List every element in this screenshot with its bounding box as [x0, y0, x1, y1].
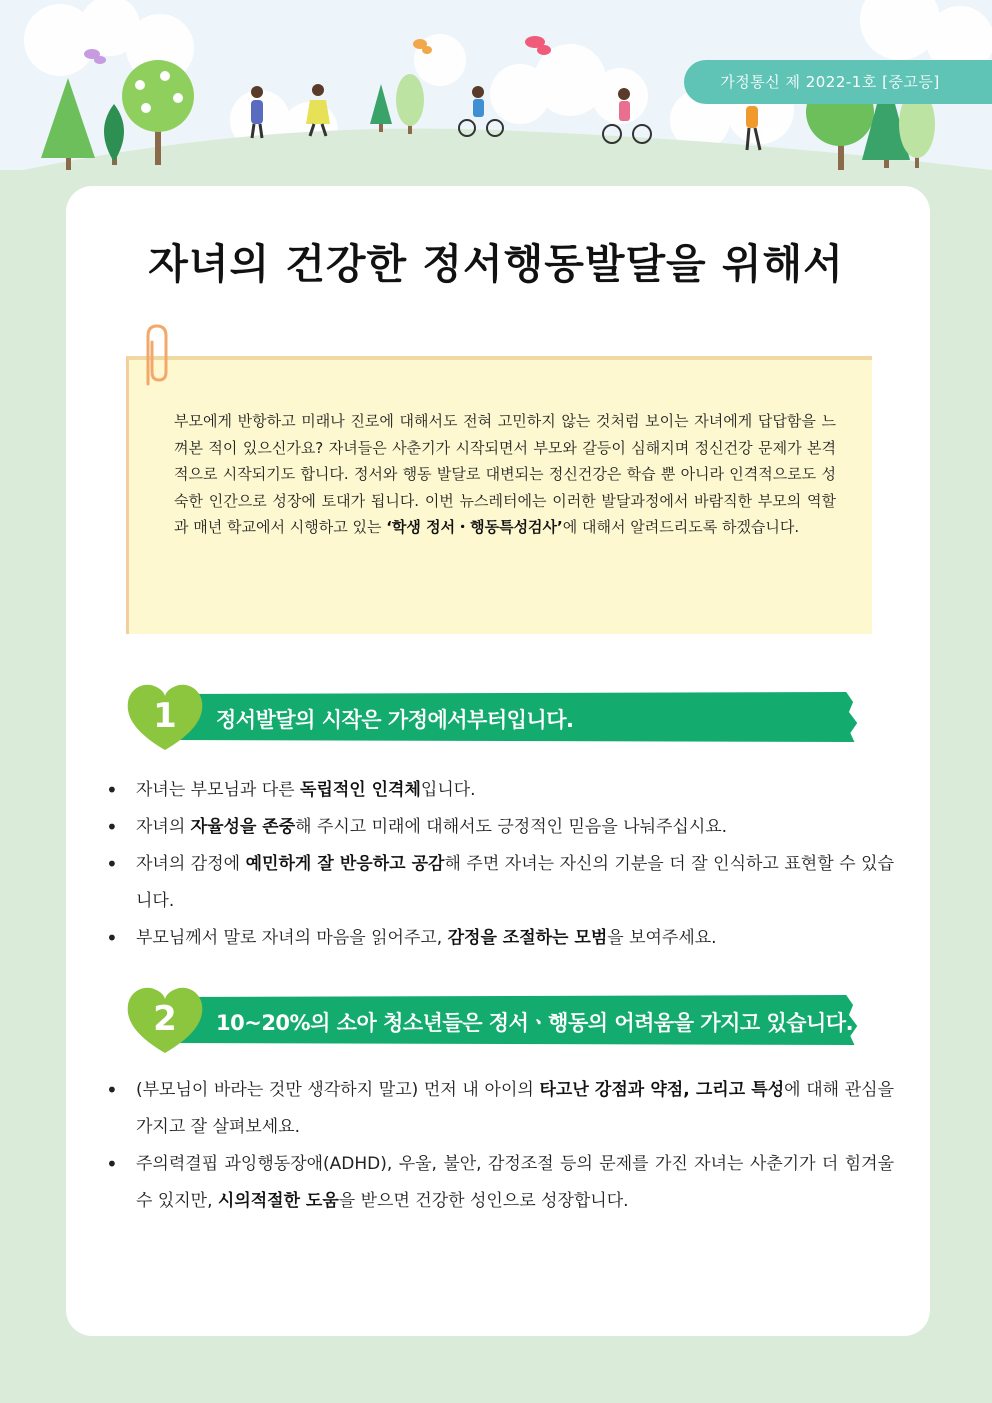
section-1-number: 1: [153, 696, 177, 736]
list-item: • 부모님께서 말로 자녀의 마음을 읽어주고, 감정을 조절하는 모범을 보여주세요.: [104, 920, 894, 957]
section-2-number: 2: [153, 999, 177, 1039]
tree-icon: [396, 74, 424, 134]
list-item: • 자녀는 부모님과 다른 독립적인 인격체입니다.: [104, 772, 894, 809]
list-item: • 자녀의 감정에 예민하게 잘 반응하고 공감해 주면 자녀는 자신의 기분을 더 잘 인식하고 표현할 수 있습니다.: [104, 846, 894, 920]
issue-badge: 가정통신 제 2022-1호 [중고등]: [684, 60, 992, 104]
tree-icon: [41, 78, 95, 170]
list-item: • 주의력결핍 과잉행동장애(ADHD), 우울, 불안, 감정조절 등의 문제를 가진 자녀는 사춘기가 더 힘겨울 수 있지만, 시의적절한 도움을 받으면 건강한 성인으로 성장합니다.: [104, 1146, 894, 1220]
section-1-title: 정서발달의 시작은 가정에서부터입니다.: [216, 708, 574, 732]
list-item: • (부모님이 바라는 것만 생각하지 말고) 먼저 내 아이의 타고난 강점과 약점, 그리고 특성에 대해 관심을 가지고 잘 살펴보세요.: [104, 1072, 894, 1146]
list-item: • 자녀의 자율성을 존중해 주시고 미래에 대해서도 긍정적인 믿음을 나눠주십시요.: [104, 809, 894, 846]
section-1-list: [104, 772, 894, 957]
section-2-list: [104, 1072, 894, 1220]
tree-icon: [370, 84, 392, 132]
page-title: 자녀의 건강한 정서행동발달을 위해서: [148, 240, 844, 288]
intro-text: 부모에게 반항하고 미래나 진로에 대해서도 전혀 고민하지 않는 것처럼 보이는 자녀에게 답답함을 느껴본 적이 있으신가요? 자녀들은 사춘기가 시작되면서 부모와 갈등이 심해지며 정신건강 문제가 본격적으로 시작되기도 합니다. 정서와 행동 발달로 대변되는 정신건강은 학습 뿐 아니라 인격적으로도 성숙한 인간으로 성장에 토대가 됩니다. 이번 뉴스레터에는 이러한 발달과정에서 바람직한 부모의 역할과 매년 학교에서 시행하고 있는 ‘학생 정서・행동특성검사’에 대해서 알려드리도록 하겠습니다.: [174, 412, 836, 536]
paperclip-icon: [134, 322, 180, 388]
section-2-title: 10~20%의 소아 청소년들은 정서ㆍ행동의 어려움을 가지고 있습니다.: [216, 1011, 854, 1035]
butterfly-icon: [525, 36, 551, 55]
